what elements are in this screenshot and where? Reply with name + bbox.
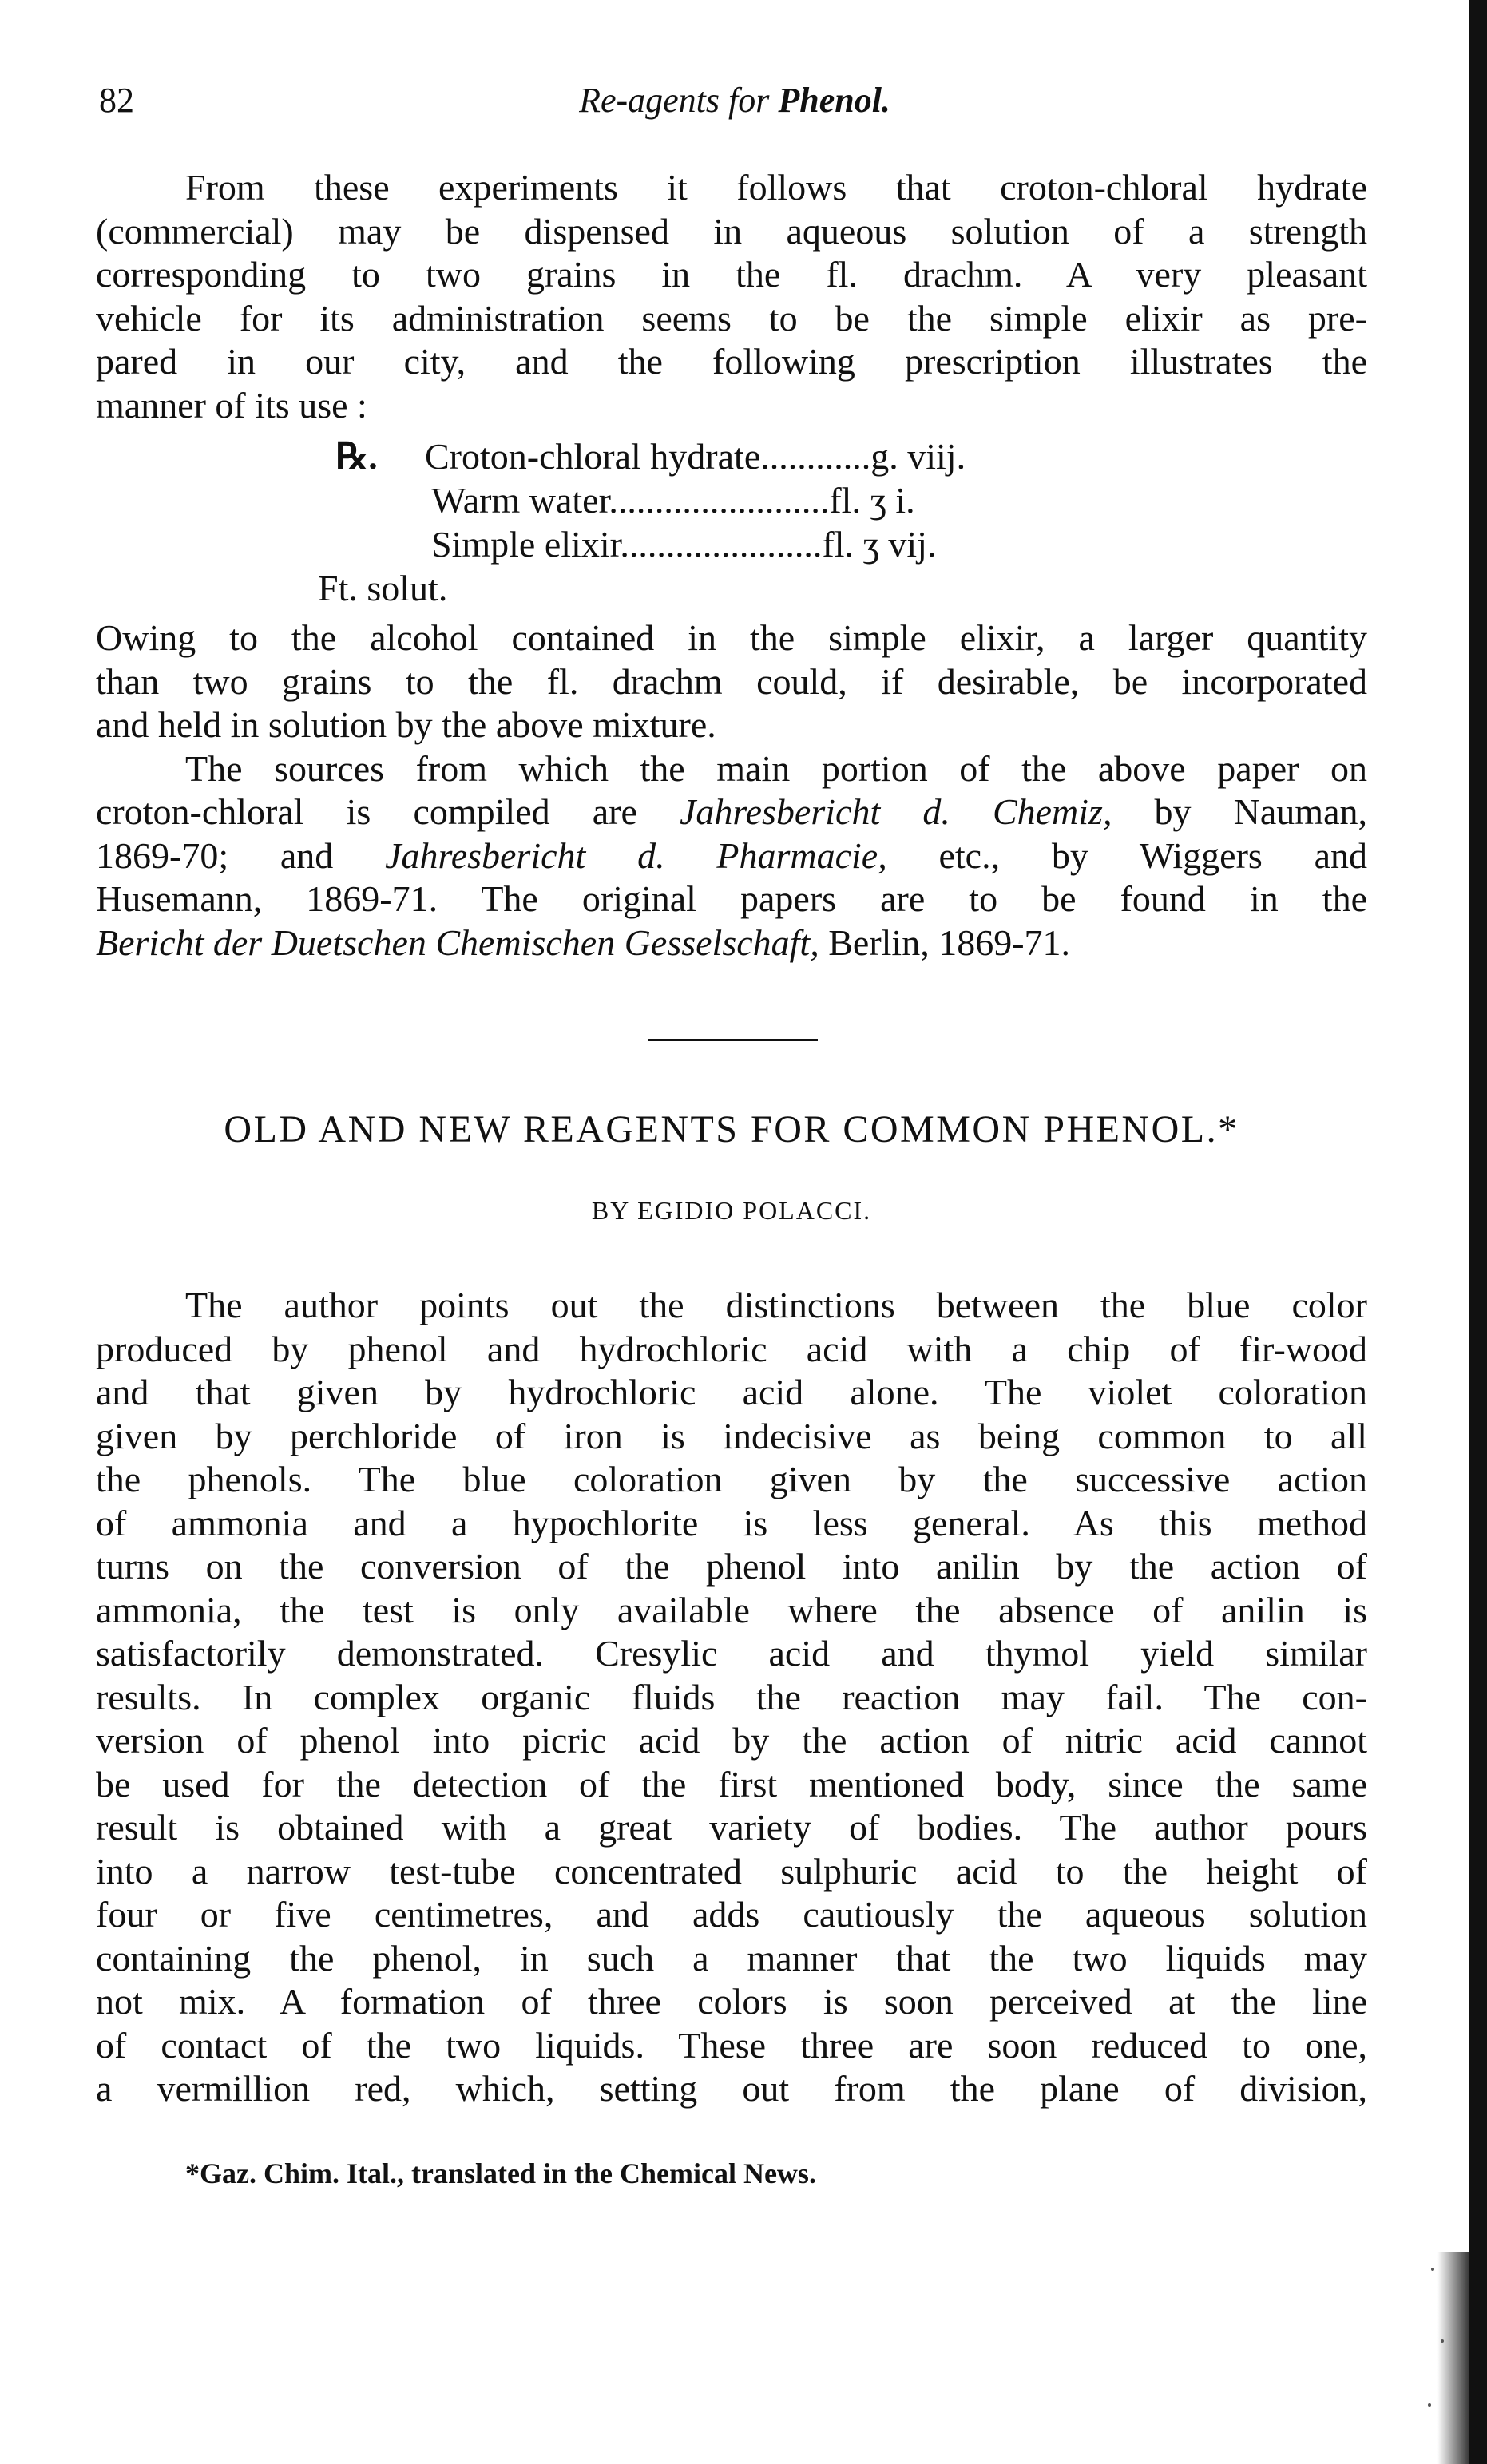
text-line: The author points out the distinctions between the blue color xyxy=(185,1285,1367,1325)
running-head xyxy=(96,77,1374,125)
section-divider xyxy=(648,1039,818,1041)
text-line xyxy=(96,921,1367,965)
prescription-line: Simple elixir......................fl. ʒ vij. xyxy=(431,524,937,565)
recipe-symbol: ℞. xyxy=(335,436,378,477)
text-line: the phenols. The blue coloration given by the successive action xyxy=(96,1459,1367,1499)
text-line: satisfactorily demonstrated. Cresylic acid and thymol yield similar xyxy=(96,1633,1367,1674)
running-head-italic: Re-agents for xyxy=(579,81,779,120)
text-line: a vermillion red, which, setting out from the plane of division, xyxy=(96,2068,1367,2109)
article-byline: BY EGIDIO POLACCI. xyxy=(591,1196,872,1225)
text-run: Berlin, 1869-71. xyxy=(819,921,1071,963)
prescription-line: Croton-chloral hydrate............g. viij. xyxy=(425,436,966,477)
text-line: containing the phenol, in such a manner that the two liquids may xyxy=(96,1937,1367,1979)
prescription-line: Warm water........................fl. ʒ i. xyxy=(431,480,915,521)
text-run: etc., by Wiggers and xyxy=(886,834,1368,876)
text-line: of contact of the two liquids. These three are soon reduced to one, xyxy=(96,2024,1367,2066)
text-line: result is obtained with a great variety of bodies. The author pours xyxy=(96,1807,1367,1848)
paper-speck xyxy=(1441,2339,1444,2343)
text-line: vehicle for its administration seems to be the simple elixir as pre- xyxy=(96,297,1367,339)
citation-title: Jahresbericht d. Pharmacie, xyxy=(385,834,887,876)
text-run: by Nauman, xyxy=(1112,791,1368,832)
text-line: not mix. A formation of three colors is soon perceived at the line xyxy=(96,1981,1367,2022)
text-line: (commercial) may be dispensed in aqueous solution of a strength xyxy=(96,210,1367,252)
text-run: 1869-70; and xyxy=(96,834,386,876)
text-line: than two grains to the fl. drachm could, if desirable, be incorporated xyxy=(96,660,1367,702)
text-line: ammonia, the test is only available where the absence of anilin is xyxy=(96,1589,1367,1630)
text-line: version of phenol into picric acid by the action of nitric acid cannot xyxy=(96,1720,1367,1761)
text-line: given by perchloride of iron is indecisive as being common to all xyxy=(96,1415,1367,1456)
text-line: produced by phenol and hydrochloric acid with a chip of fir-wood xyxy=(96,1328,1367,1369)
paragraph-phenol-reagents xyxy=(96,1284,1367,2111)
running-head-bold: Phenol. xyxy=(778,81,890,120)
text-run: croton-chloral is compiled are xyxy=(96,791,680,832)
text-line: four or five centimetres, and adds cautiously the aqueous solution xyxy=(96,1894,1367,1935)
text-line: Owing to the alcohol contained in the simple elixir, a larger quantity xyxy=(96,617,1367,658)
text-line: pared in our city, and the following prescription illustrates the xyxy=(96,341,1367,382)
text-line: be used for the detection of the first mentioned body, since the same xyxy=(96,1763,1367,1804)
text-line: into a narrow test-tube concentrated sulphuric acid to the height of xyxy=(96,1850,1367,1892)
page-binding-edge xyxy=(1469,0,1487,2464)
text-line xyxy=(96,790,1367,834)
paper-speck xyxy=(1431,2268,1434,2271)
text-line: turns on the conversion of the phenol into anilin by the action of xyxy=(96,1546,1367,1587)
paper-speck xyxy=(1428,2403,1431,2407)
text-line: Husemann, 1869-71. The original papers are to be found in the xyxy=(96,878,1367,919)
paragraph-sources xyxy=(96,616,1367,965)
citation-title: Jahresbericht d. Chemiz, xyxy=(680,791,1112,832)
text-line: corresponding to two grains in the fl. drachm. A very pleasant xyxy=(96,254,1367,295)
page-binding-shadow xyxy=(1437,2252,1469,2464)
text-line: of ammonia and a hypochlorite is less general. As this method xyxy=(96,1502,1367,1543)
page-header xyxy=(96,77,1374,125)
text-line: The sources from which the main portion of the above paper on xyxy=(185,747,1367,789)
citation-title: Bericht der Duetschen Chemischen Gesselschaft, xyxy=(96,921,819,963)
footnote: *Gaz. Chim. Ital., translated in the Chemical News. xyxy=(185,2157,816,2189)
page-number: 82 xyxy=(99,81,134,120)
text-line xyxy=(96,834,1367,878)
text-line: From these experiments it follows that croton-chloral hydrate xyxy=(185,167,1367,208)
text-line: manner of its use : xyxy=(96,384,367,426)
prescription-instruction: Ft. solut. xyxy=(318,568,448,608)
text-line: and held in solution by the above mixture. xyxy=(96,704,716,745)
article-title: OLD AND NEW REAGENTS FOR COMMON PHENOL.* xyxy=(224,1108,1239,1151)
text-line: results. In complex organic fluids the reaction may fail. The con- xyxy=(96,1676,1367,1717)
text-line: and that given by hydrochloric acid alone. The violet coloration xyxy=(96,1372,1367,1412)
paragraph-croton-chloral-dosage xyxy=(96,166,1367,427)
